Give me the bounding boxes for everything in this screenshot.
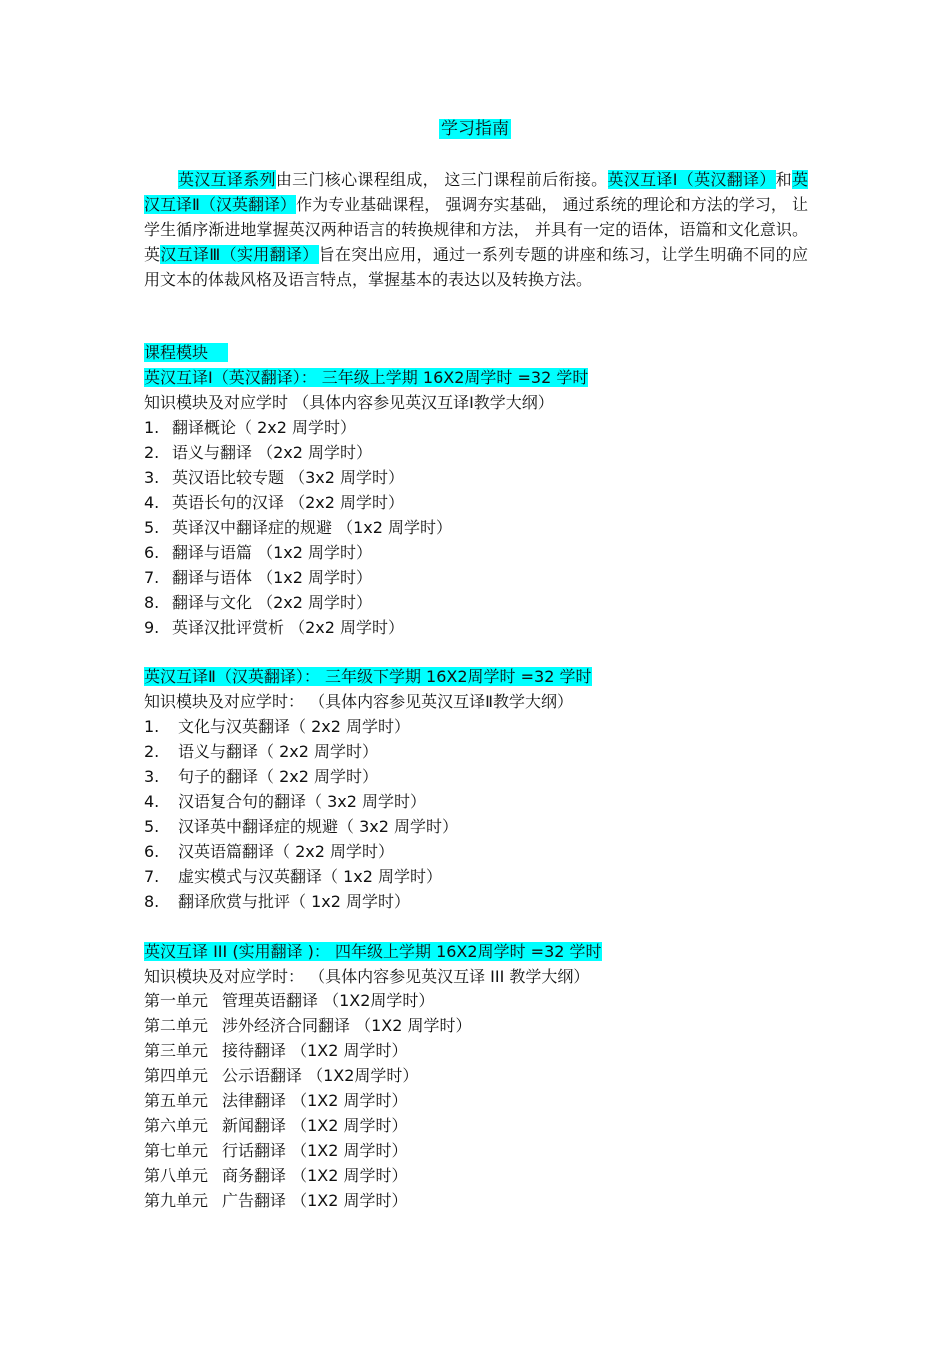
course2-header — [144, 666, 592, 688]
item-text: 商务翻译 （1X2 周学时） — [222, 1166, 408, 1185]
course3-header — [144, 941, 602, 963]
item-text: 语义与翻译（ 2x2 周学时） — [178, 742, 379, 761]
intro-text-4: 旨在突出应用，通过一系列专题的讲座和练习，让学生明确不同的应用文本的体裁风格及语言特点，掌握基本的表达以及转换方法。 — [144, 245, 808, 289]
item-text: 翻译欣赏与批评（ 1x2 周学时） — [178, 892, 411, 911]
list-item — [144, 891, 410, 913]
page-title-text: 学习指南 — [441, 119, 509, 139]
intro-highlight-series: 英汉互译系列 — [178, 170, 276, 189]
list-item — [144, 492, 404, 514]
item-number: 8. — [144, 892, 160, 911]
unit-label: 第七单元 — [144, 1141, 209, 1160]
list-item — [144, 1140, 408, 1162]
item-number: 6. — [144, 543, 160, 562]
item-number: 9. — [144, 618, 160, 637]
item-text: 翻译概论（ 2x2 周学时） — [172, 418, 357, 437]
item-text: 英译汉中翻译症的规避 （1x2 周学时） — [172, 518, 453, 537]
item-number: 4. — [144, 493, 160, 512]
item-number: 5. — [144, 817, 160, 836]
item-text: 广告翻译 （1X2 周学时） — [222, 1191, 408, 1210]
list-item — [144, 716, 410, 738]
item-text: 汉语复合句的翻译（ 3x2 周学时） — [178, 792, 427, 811]
item-text: 涉外经济合同翻译 （1X2 周学时） — [222, 1016, 472, 1035]
item-text: 新闻翻译 （1X2 周学时） — [222, 1116, 408, 1135]
list-item — [144, 1190, 408, 1212]
intro-text-2: 和 — [775, 170, 792, 189]
item-number: 2. — [144, 443, 160, 462]
item-number: 5. — [144, 518, 160, 537]
list-item — [144, 517, 452, 539]
intro-highlight-course1: 英汉互译Ⅰ（英汉翻译） — [607, 170, 776, 189]
list-item — [144, 442, 372, 464]
item-text: 汉译英中翻译症的规避（ 3x2 周学时） — [178, 817, 459, 836]
course1-header-text: 英汉互译Ⅰ（英汉翻译）： 三年级上学期 16X2周学时 =32 学时 — [144, 368, 589, 387]
list-item — [144, 990, 434, 1012]
item-text: 英汉语比较专题 （3x2 周学时） — [172, 468, 405, 487]
unit-label: 第九单元 — [144, 1191, 209, 1210]
unit-label: 第三单元 — [144, 1041, 209, 1060]
course1-header — [144, 367, 588, 389]
item-number: 3. — [144, 767, 160, 786]
item-text: 管理英语翻译 （1X2周学时） — [222, 991, 435, 1010]
course1-subtitle: 知识模块及对应学时 （具体内容参见英汉互译Ⅰ教学大纲） — [144, 393, 554, 412]
list-item — [144, 1115, 408, 1137]
course2-subtitle: 知识模块及对应学时： （具体内容参见英汉互译Ⅱ教学大纲） — [144, 692, 573, 711]
list-item — [144, 1090, 408, 1112]
list-item — [144, 841, 394, 863]
list-item — [144, 542, 372, 564]
list-item — [144, 617, 404, 639]
item-number: 2. — [144, 742, 160, 761]
page-title — [0, 117, 950, 141]
item-number: 7. — [144, 867, 160, 886]
item-text: 英语长句的汉译 （2x2 周学时） — [172, 493, 405, 512]
intro-text-3: 作为专业基础课程， 强调夯实基础， 通过系统的理论和方法的学习， 让学生循序渐进地掌握英汉两种语言的转换规律和方法， 并具有一定的语体，语篇和文化意识。英 — [144, 195, 808, 264]
item-text: 文化与汉英翻译（ 2x2 周学时） — [178, 717, 411, 736]
list-item — [144, 766, 378, 788]
list-item — [144, 417, 356, 439]
list-item — [144, 791, 426, 813]
item-text: 汉英语篇翻译（ 2x2 周学时） — [178, 842, 395, 861]
intro-highlight-course3: 汉互译Ⅲ（实用翻译） — [160, 245, 319, 264]
item-text: 英译汉批评赏析 （2x2 周学时） — [172, 618, 405, 637]
item-text: 翻译与语体 （1x2 周学时） — [172, 568, 373, 587]
list-item — [144, 592, 372, 614]
list-item — [144, 1040, 408, 1062]
item-number: 7. — [144, 568, 160, 587]
item-text: 接待翻译 （1X2 周学时） — [222, 1041, 408, 1060]
list-item — [144, 816, 458, 838]
item-number: 8. — [144, 593, 160, 612]
item-number: 4. — [144, 792, 160, 811]
item-text: 翻译与文化 （2x2 周学时） — [172, 593, 373, 612]
item-text: 翻译与语篇 （1x2 周学时） — [172, 543, 373, 562]
course2-header-text: 英汉互译Ⅱ（汉英翻译）： 三年级下学期 16X2周学时 =32 学时 — [144, 667, 592, 686]
item-number: 6. — [144, 842, 160, 861]
intro-paragraph — [144, 167, 808, 292]
item-number: 1. — [144, 717, 160, 736]
item-number: 3. — [144, 468, 160, 487]
unit-label: 第二单元 — [144, 1016, 209, 1035]
course3-subtitle: 知识模块及对应学时： （具体内容参见英汉互译 III 教学大纲） — [144, 967, 590, 986]
unit-label: 第五单元 — [144, 1091, 209, 1110]
unit-label: 第一单元 — [144, 991, 209, 1010]
list-item — [144, 1165, 408, 1187]
intro-text-1: 由三门核心课程组成， 这三门课程前后衔接。 — [275, 170, 608, 189]
item-text: 行话翻译 （1X2 周学时） — [222, 1141, 408, 1160]
modules-heading-text: 课程模块 — [144, 343, 228, 362]
item-text: 语义与翻译 （2x2 周学时） — [172, 443, 373, 462]
course3-header-text: 英汉互译 III (实用翻译 )： 四年级上学期 16X2周学时 =32 学时 — [144, 942, 602, 961]
list-item — [144, 1065, 418, 1087]
item-text: 虚实模式与汉英翻译（ 1x2 周学时） — [178, 867, 443, 886]
unit-label: 第六单元 — [144, 1116, 209, 1135]
list-item — [144, 1015, 472, 1037]
modules-heading — [144, 342, 228, 364]
item-number: 1. — [144, 418, 160, 437]
item-text: 句子的翻译（ 2x2 周学时） — [178, 767, 379, 786]
list-item — [144, 741, 378, 763]
unit-label: 第八单元 — [144, 1166, 209, 1185]
unit-label: 第四单元 — [144, 1066, 209, 1085]
list-item — [144, 467, 404, 489]
item-text: 公示语翻译 （1X2周学时） — [222, 1066, 419, 1085]
list-item — [144, 866, 442, 888]
item-text: 法律翻译 （1X2 周学时） — [222, 1091, 408, 1110]
intro-highlight-course2: 英汉互译Ⅱ（汉英翻译） — [144, 170, 808, 214]
list-item — [144, 567, 372, 589]
